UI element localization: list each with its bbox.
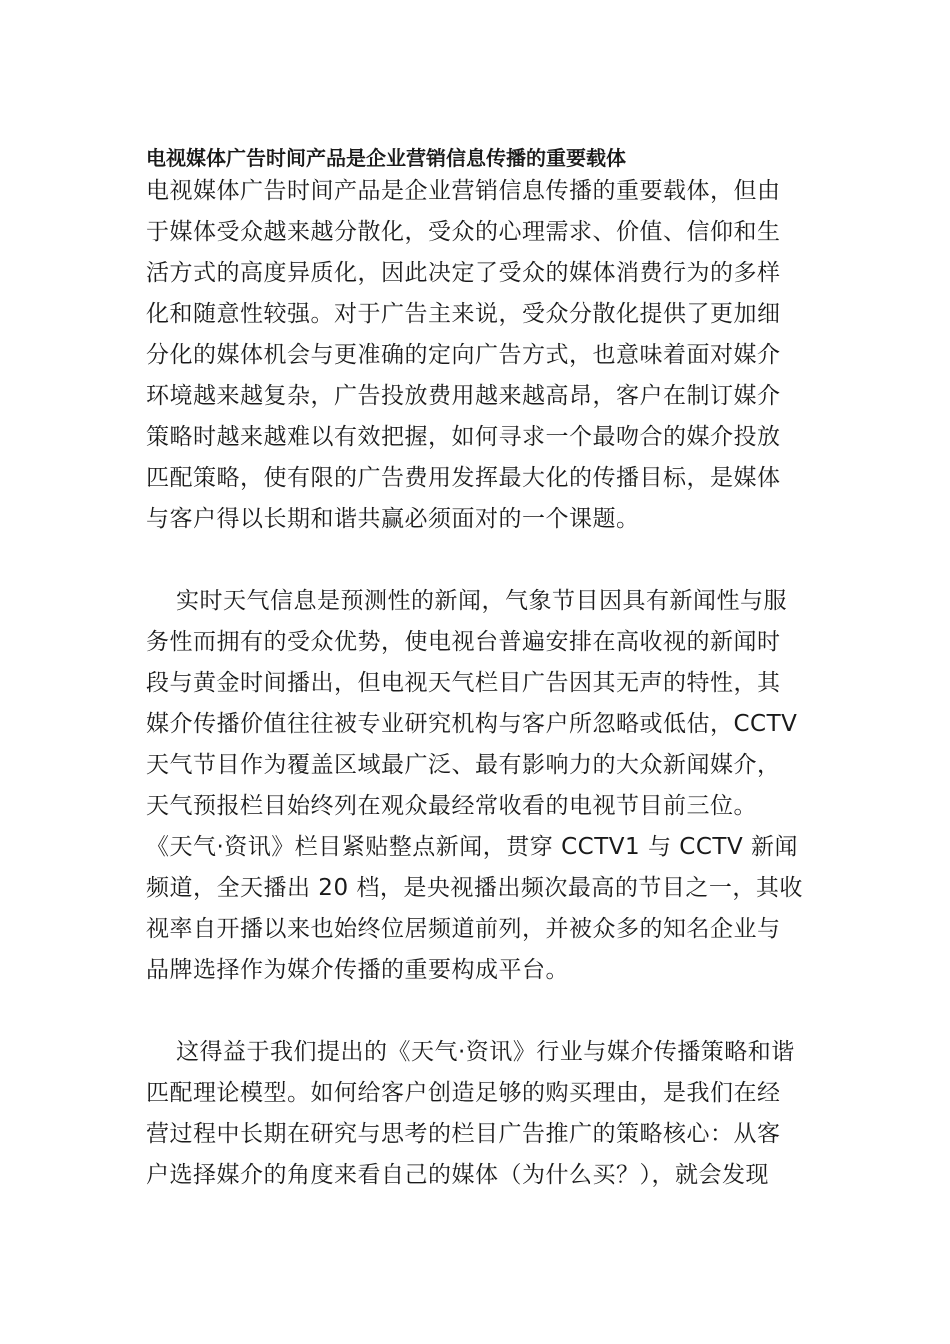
paragraph-line: 务性而拥有的受众优势，使电视台普遍安排在高收视的新闻时 — [146, 629, 781, 655]
paragraph-line: 品牌选择作为媒介传播的重要构成平台。 — [146, 957, 569, 983]
paragraph-line: 段与黄金时间播出，但电视天气栏目广告因其无声的特性，其 — [146, 670, 781, 696]
paragraph-line: 化和随意性较强。对于广告主来说，受众分散化提供了更加细 — [146, 301, 781, 327]
paragraph-line: 活方式的高度异质化，因此决定了受众的媒体消费行为的多样 — [146, 260, 781, 286]
paragraph-line: 环境越来越复杂，广告投放费用越来越高昂，客户在制订媒介 — [146, 383, 781, 409]
paragraph-line: 匹配理论模型。如何给客户创造足够的购买理由，是我们在经 — [146, 1080, 781, 1106]
paragraph-line: 频道，全天播出 20 档，是央视播出频次最高的节目之一，其收 — [146, 875, 803, 901]
paragraph-3 — [146, 1032, 826, 1196]
document-body — [146, 145, 826, 1196]
paragraph-2 — [146, 581, 826, 991]
paragraph-line: 匹配策略，使有限的广告费用发挥最大化的传播目标，是媒体 — [146, 465, 781, 491]
paragraph-spacer — [146, 991, 826, 1032]
paragraph-line: 媒介传播价值往往被专业研究机构与客户所忽略或低估，CCTV — [146, 711, 798, 737]
paragraph-line: 营过程中长期在研究与思考的栏目广告推广的策略核心：从客 — [146, 1121, 781, 1147]
paragraph-line: 于媒体受众越来越分散化，受众的心理需求、价值、信仰和生 — [146, 219, 781, 245]
paragraph-line: 天气节目作为覆盖区域最广泛、最有影响力的大众新闻媒介， — [146, 752, 781, 778]
paragraph-line: 分化的媒体机会与更准确的定向广告方式，也意味着面对媒介 — [146, 342, 781, 368]
paragraph-line: 视率自开播以来也始终位居频道前列，并被众多的知名企业与 — [146, 916, 781, 942]
document-title: 电视媒体广告时间产品是企业营销信息传播的重要载体 — [146, 146, 626, 170]
paragraph-line: 《天气·资讯》栏目紧贴整点新闻，贯穿 CCTV1 与 CCTV 新闻 — [146, 834, 798, 860]
paragraph-line: 策略时越来越难以有效把握，如何寻求一个最吻合的媒介投放 — [146, 424, 781, 450]
paragraph-1 — [146, 171, 826, 540]
paragraph-line: 与客户得以长期和谐共赢必须面对的一个课题。 — [146, 506, 640, 532]
paragraph-spacer — [146, 540, 826, 581]
paragraph-line: 电视媒体广告时间产品是企业营销信息传播的重要载体，但由 — [146, 178, 781, 204]
paragraph-line: 实时天气信息是预测性的新闻，气象节目因具有新闻性与服 — [176, 588, 787, 614]
paragraph-line: 天气预报栏目始终列在观众最经常收看的电视节目前三位。 — [146, 793, 757, 819]
paragraph-line: 户选择媒介的角度来看自己的媒体（为什么买？），就会发现 — [146, 1162, 769, 1188]
paragraph-line: 这得益于我们提出的《天气·资讯》行业与媒介传播策略和谐 — [176, 1039, 795, 1065]
